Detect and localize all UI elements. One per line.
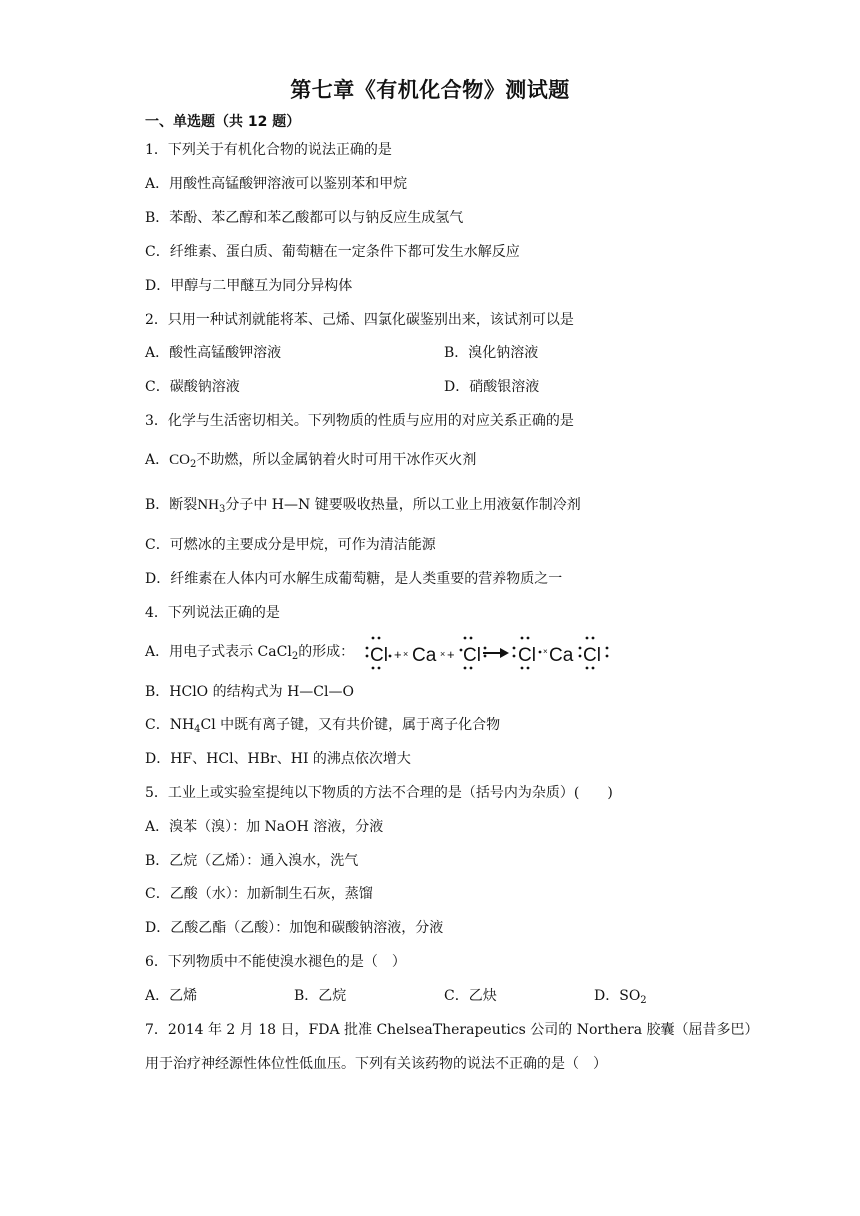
cross-electron-3: ×	[543, 647, 548, 656]
q6-option-a: A．乙烯	[145, 988, 198, 1004]
q1-option-a: A．用酸性高锰酸钾溶液可以鉴别苯和甲烷	[145, 176, 408, 192]
q3-option-c: C．可燃冰的主要成分是甲烷，可作为清洁能源	[145, 537, 436, 553]
section-heading: 一、单选题（共 12 题）	[145, 114, 301, 130]
q5-option-c: C．乙酸（水）：加新制生石灰，蒸馏	[145, 886, 373, 902]
q4-option-c	[145, 715, 500, 740]
q2-stem: 2．只用一种试剂就能将苯、己烯、四氯化碳鉴别出来，该试剂可以是	[145, 312, 574, 328]
q6-option-b: B．乙烷	[294, 988, 347, 1004]
cross-electron-2: ×	[440, 649, 446, 659]
q2-option-d: D．硝酸银溶液	[444, 379, 540, 395]
q3-a-subscript: 2	[189, 459, 197, 470]
q4-option-b: B．HClO 的结构式为 H—Cl—O	[145, 684, 354, 700]
q6-d-prefix: D．SO	[594, 988, 641, 1004]
q1-option-b: B．苯酚、苯乙醇和苯乙酸都可以与钠反应生成氢气	[145, 210, 464, 226]
q3-b-prefix: B．断裂	[145, 497, 198, 513]
q3-option-b	[145, 495, 581, 520]
q2-option-c: C．碳酸钠溶液	[145, 379, 240, 395]
q3-b-subscript: 3	[218, 504, 226, 515]
q5-stem: 5．工业上或实验室提纯以下物质的方法不合理的是（括号内为杂质）( )	[145, 785, 613, 801]
q3-a-prefix: A．	[145, 452, 170, 468]
q6-option-d	[594, 986, 647, 1011]
atom-cl-3: Cl	[518, 645, 536, 666]
q3-option-d: D．纤维素在人体内可水解生成葡萄糖，是人类重要的营养物质之一	[145, 571, 563, 587]
q4-c-subscript: 4	[194, 724, 201, 735]
q4-a-text: 的形成：	[298, 644, 355, 660]
q3-b-text: 分子中 H—N 键要吸收热量，所以工业上用液氨作制冷剂	[225, 497, 581, 513]
q1-option-c: C．纤维素、蛋白质、葡萄糖在一定条件下都可发生水解反应	[145, 244, 520, 260]
q3-b-formula: NH	[197, 497, 219, 513]
atom-cl-2: Cl	[463, 645, 481, 666]
q4-c-text: Cl 中既有离子键，又有共价键，属于离子化合物	[200, 717, 501, 733]
atom-cl-4: Cl	[583, 645, 601, 666]
plus-sign-2: +	[447, 647, 455, 662]
electron-formula-diagram	[317, 632, 617, 672]
q1-stem: 1．下列关于有机化合物的说法正确的是	[145, 142, 392, 158]
atom-ca: Ca	[412, 645, 437, 666]
q3-option-a	[145, 450, 476, 475]
q7-stem-line-1: 7．2014 年 2 月 18 日，FDA 批准 ChelseaTherapeutics 公司的 Northera 胶囊（屈昔多巴）	[145, 1022, 759, 1038]
q6-d-subscript: 2	[640, 995, 647, 1006]
q5-option-d: D．乙酸乙酯（乙酸）：加饱和碳酸钠溶液，分液	[145, 920, 444, 936]
q2-option-a: A．酸性高锰酸钾溶液	[145, 345, 282, 361]
plus-sign-1: +	[394, 647, 402, 662]
q3-a-text: 不助燃，所以金属钠着火时可用干冰作灭火剂	[196, 452, 477, 468]
atom-cl-1: Cl	[370, 645, 388, 666]
q6-option-c: C．乙炔	[444, 988, 497, 1004]
q5-option-b: B．乙烷（乙烯）：通入溴水，洗气	[145, 853, 359, 869]
cross-electron-1: ×	[403, 649, 409, 659]
q6-stem: 6．下列物质中不能使溴水褪色的是（ ）	[145, 954, 406, 970]
q3-stem: 3．化学与生活密切相关。下列物质的性质与应用的对应关系正确的是	[145, 413, 574, 429]
reaction-arrow-icon	[500, 648, 509, 658]
q4-a-prefix: A．用电子式表示 CaCl	[145, 644, 292, 660]
page-title: 第七章《有机化合物》测试题	[290, 78, 570, 102]
q4-a-subscript: 2	[291, 651, 299, 662]
q2-option-b: B．溴化钠溶液	[444, 345, 539, 361]
q7-stem-line-2: 用于治疗神经源性体位性低血压。下列有关该药物的说法不正确的是（ ）	[145, 1056, 607, 1072]
q3-a-formula: CO	[169, 452, 190, 468]
q4-c-prefix: C．NH	[145, 717, 195, 733]
q4-stem: 4．下列说法正确的是	[145, 605, 280, 621]
atom-ca-product: Ca	[549, 645, 574, 666]
q4-option-d: D．HF、HCl、HBr、HI 的沸点依次增大	[145, 751, 411, 767]
q1-option-d: D．甲醇与二甲醚互为同分异构体	[145, 278, 353, 294]
q5-option-a: A．溴苯（溴）：加 NaOH 溶液，分液	[145, 819, 384, 835]
